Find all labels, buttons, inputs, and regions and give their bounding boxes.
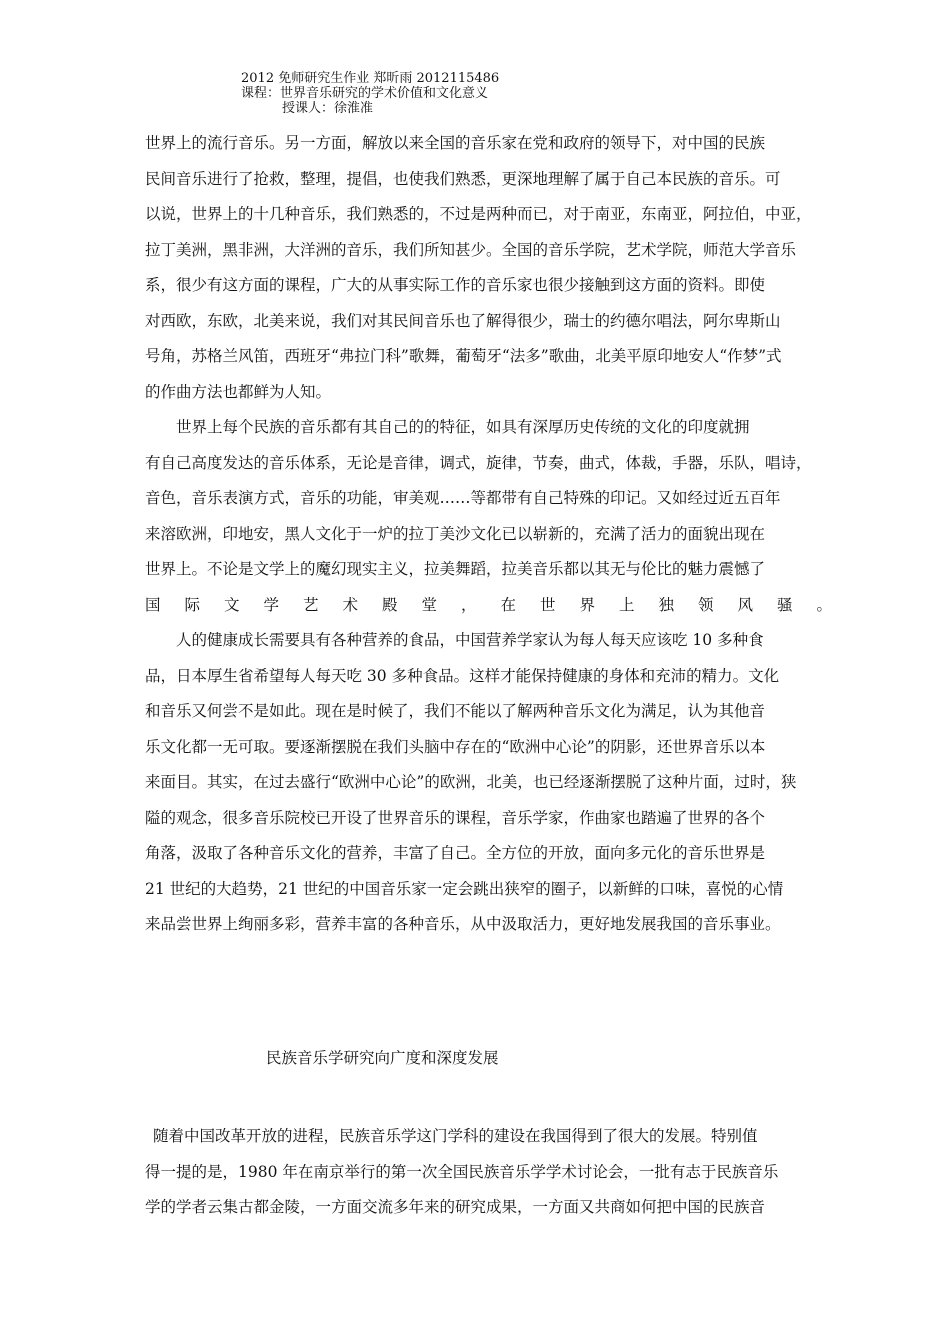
paragraph-line: 来品尝世界上绚丽多彩，营养丰富的各种音乐，从中汲取活力，更好地发展我国的音乐事业。 [145,915,781,933]
paragraph-line: 来面目。其实，在过去盛行“欧洲中心论”的欧洲，北美，也已经逐渐摆脱了这种片面，过时，狭 [145,773,797,791]
paragraph-line: 音色，音乐表演方式，音乐的功能，审美观……等都带有自己特殊的印记。又如经过近五百年 [145,489,781,507]
paragraph-line: 品，日本厚生省希望每人每天吃 30 多种食品。这样才能保持健康的身体和充沛的精力。文化 [145,666,780,685]
paragraph-line: 来溶欧洲，印地安，黑人文化于一炉的拉丁美沙文化已以崭新的，充满了活力的面貌出现在 [145,524,766,543]
document-header [0,0,950,130]
paragraph-2 [145,410,857,623]
section-heading: 民族音乐学研究向广度和深度发展 [266,1049,499,1067]
paragraph-line: 以说，世界上的十几种音乐，我们熟悉的，不过是两种而已，对于南亚，东南亚，阿拉伯，中亚， [145,205,812,223]
header-instructor: 授课人：徐淮准 [282,101,374,116]
paragraph-4 [145,1119,805,1226]
paragraph-1 [145,126,812,410]
paragraph-line: 拉丁美洲，黑非洲，大洋洲的音乐，我们所知甚少。全国的音乐学院，艺术学院，师范大学音乐 [145,240,797,259]
paragraph-line-justified: 国际文学艺术殿堂，在世界上独领风骚。 [145,595,857,614]
paragraph-line: 号角，苏格兰风笛，西班牙“弗拉门科”歌舞，葡萄牙“法多”歌曲，北美平原印地安人“作梦”式 [145,347,782,365]
paragraph-line: 的作曲方法也都鲜为人知。 [145,382,332,401]
header-student-info: 2012 免师研究生作业 郑昕雨 2012115486 [241,71,500,86]
paragraph-line: 有自己高度发达的音乐体系，无论是音律，调式，旋律，节奏，曲式，体裁，手器，乐队，唱诗， [145,453,812,472]
header-course: 课程：世界音乐研究的学术价值和文化意义 [241,86,489,101]
paragraph-line: 世界上的流行音乐。另一方面，解放以来全国的音乐家在党和政府的领导下，对中国的民族 [145,134,766,152]
paragraph-3 [145,623,805,943]
paragraph-line: 乐文化都一无可取。要逐渐摆脱在我们头脑中存在的“欧洲中心论”的阴影，还世界音乐以本 [145,737,766,756]
paragraph-line: 学的学者云集古都金陵，一方面交流多年来的研究成果，一方面又共商如何把中国的民族音 [145,1198,766,1216]
paragraph-line: 和音乐又何尝不是如此。现在是时候了，我们不能以了解两种音乐文化为满足，认为其他音 [145,702,766,720]
paragraph-line: 隘的观念，很多音乐院校已开设了世界音乐的课程，音乐学家，作曲家也踏遍了世界的各个 [145,808,766,827]
paragraph-line: 角落，汲取了各种音乐文化的营养，丰富了自己。全方位的开放，面向多元化的音乐世界是 [145,844,766,862]
paragraph-line: 得一提的是，1980 年在南京举行的第一次全国民族音乐学学术讨论会，一批有志于民族音乐 [145,1162,779,1181]
paragraph-line: 21 世纪的大趋势，21 世纪的中国音乐家一定会跳出狭窄的圈子，以新鲜的口味，喜悦的心情 [145,879,784,898]
paragraph-line: 对西欧，东欧，北美来说，我们对其民间音乐也了解得很少，瑞士的约德尔唱法，阿尔卑斯山 [145,311,781,330]
paragraph-line: 世界上每个民族的音乐都有其自己的的特征，如具有深厚历史传统的文化的印度就拥 [176,418,750,436]
paragraph-line: 民间音乐进行了抢救，整理，提倡，也使我们熟悉，更深地理解了属于自己本民族的音乐。可 [145,169,781,188]
paragraph-line: 世界上。不论是文学上的魔幻现实主义，拉美舞蹈，拉美音乐都以其无与伦比的魅力震憾了 [145,560,766,578]
paragraph-line: 人的健康成长需要具有各种营养的食品，中国营养学家认为每人每天应该吃 10 多种食 [176,631,764,649]
paragraph-line: 系，很少有这方面的课程，广大的从事实际工作的音乐家也很少接触到这方面的资料。即使 [145,276,766,294]
paragraph-line: 随着中国改革开放的进程，民族音乐学这门学科的建设在我国得到了很大的发展。特别值 [153,1127,758,1145]
